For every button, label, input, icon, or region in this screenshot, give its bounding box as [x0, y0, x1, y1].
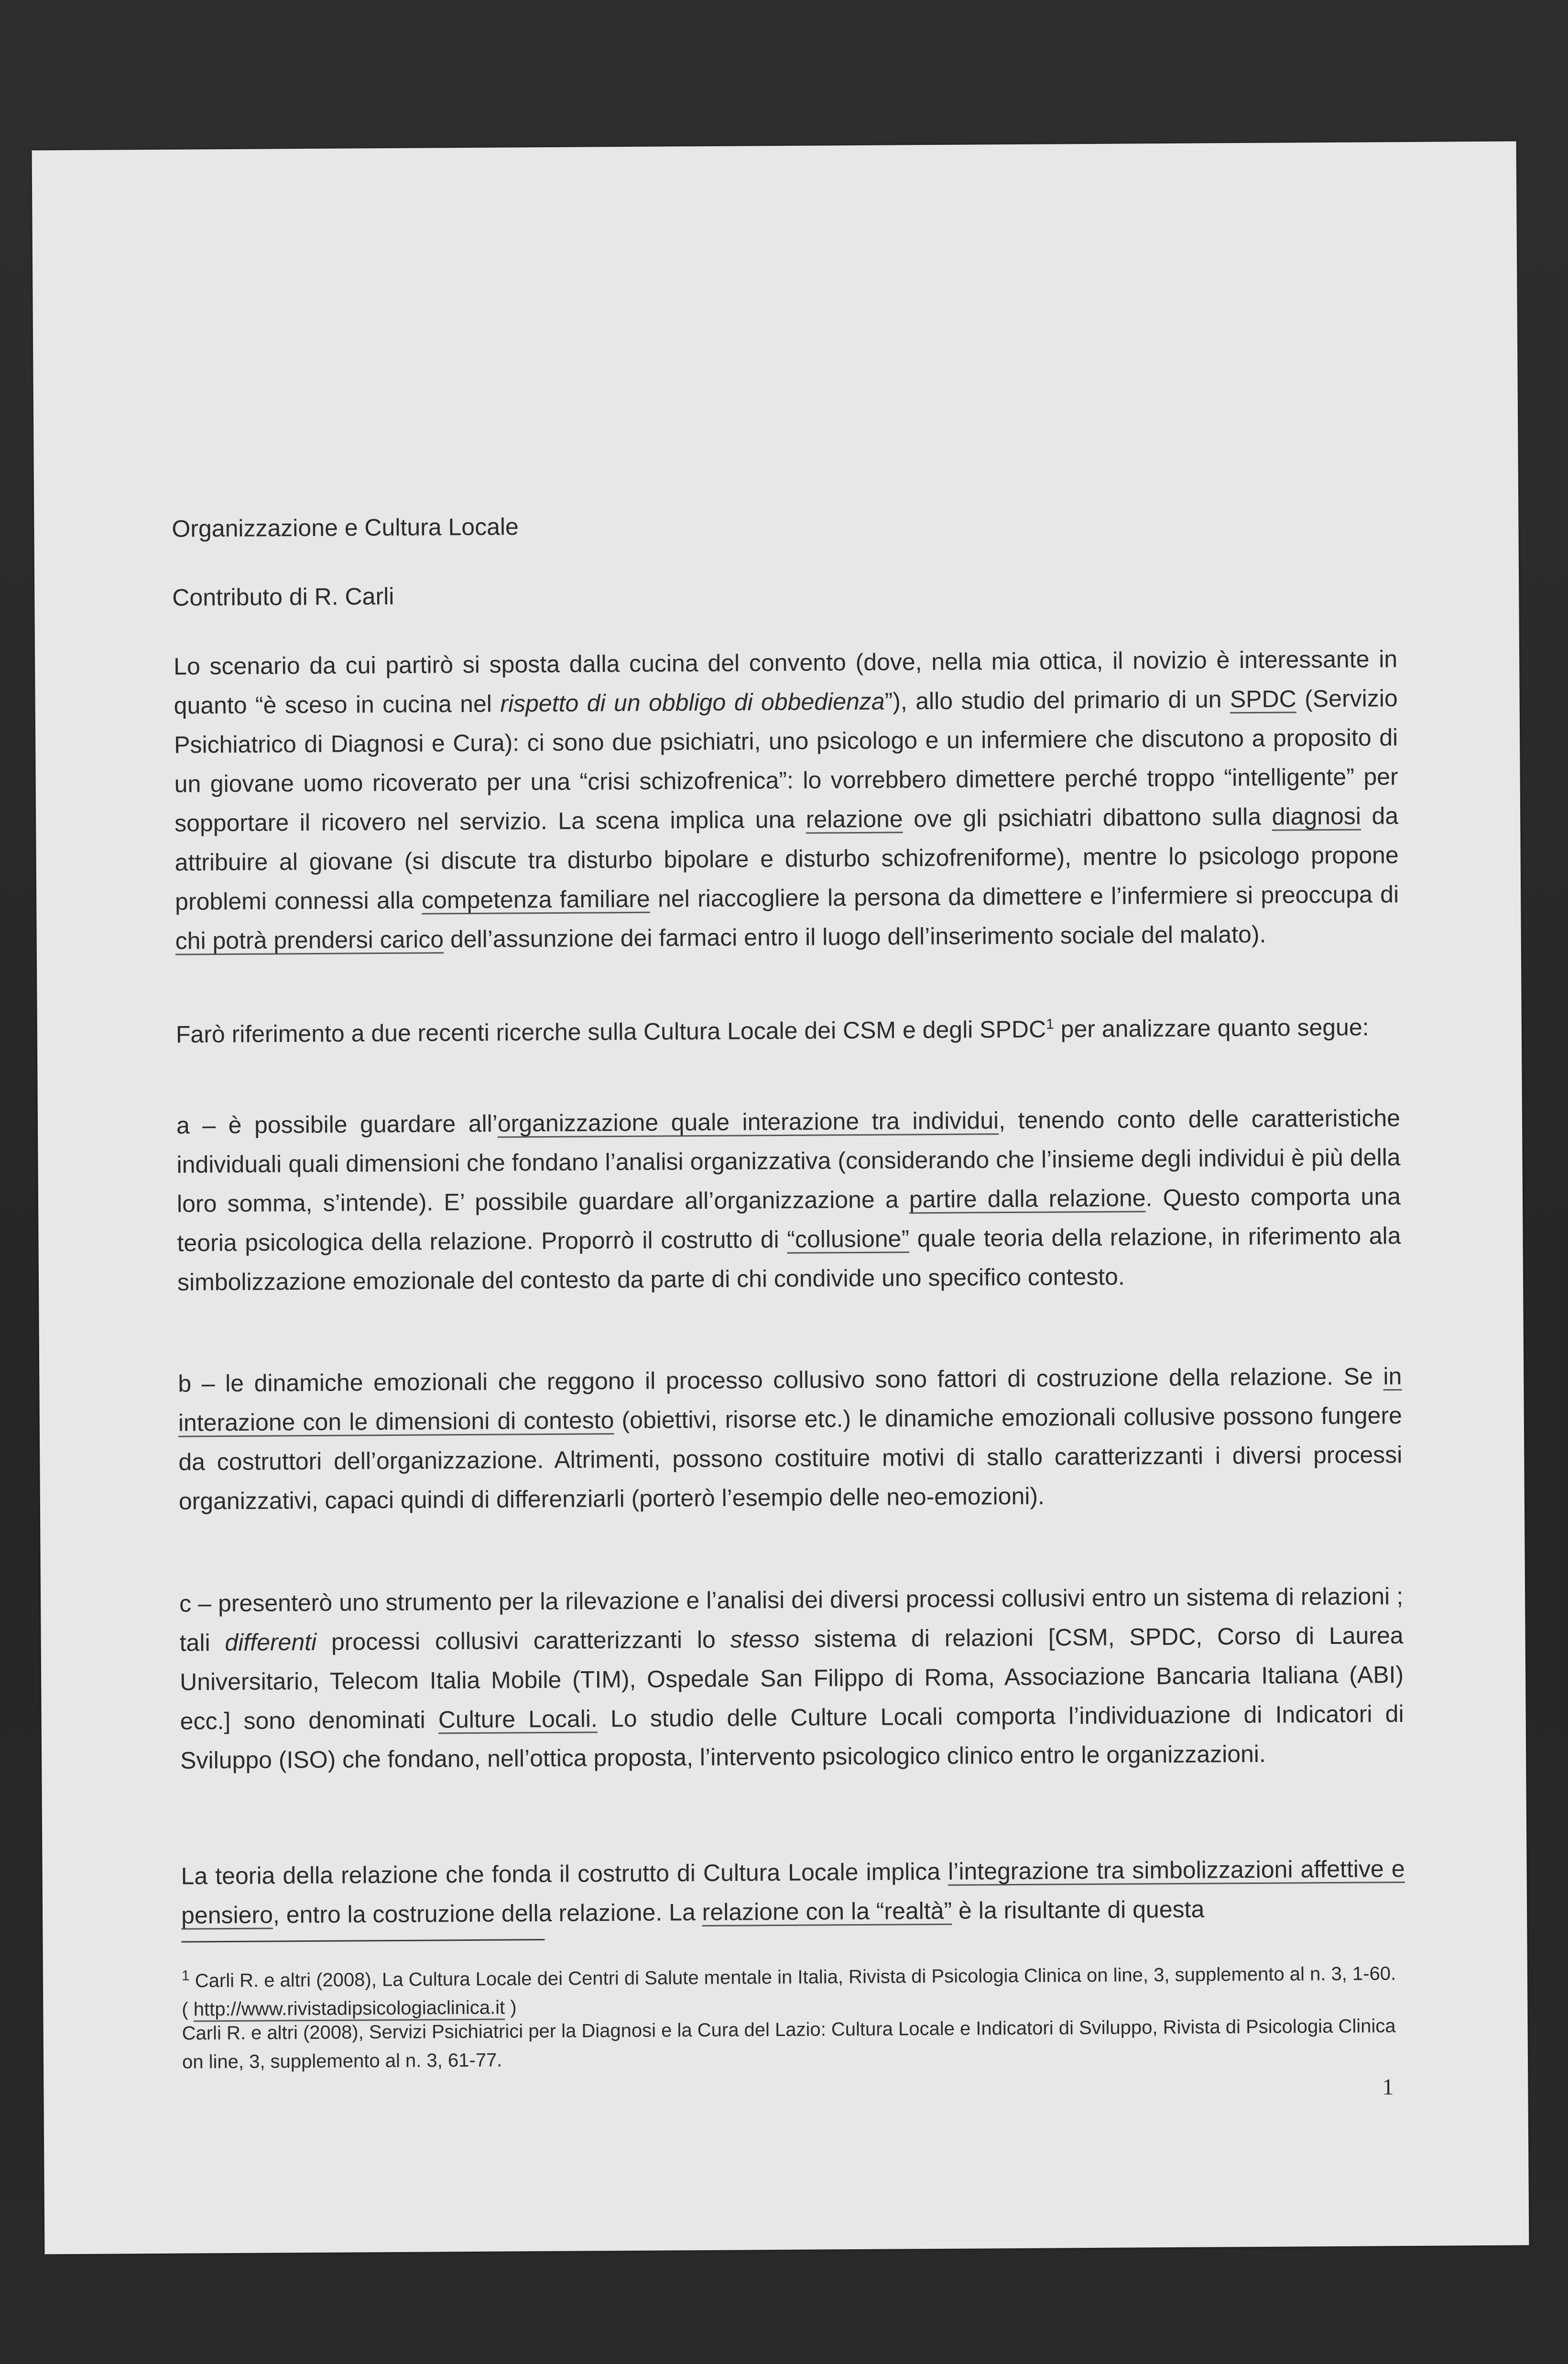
p4-text-b: (obiettivi, risorse etc.) le dinamiche emozionali collusive possono fungere da costruttori dell’organizzazione. Altrimenti, possono costituire motivi di stallo caratterizzanti i diversi processi organizzativi, capaci quindi di differenziarli (porterò l’esempio delle neo-emozioni).: [178, 1402, 1403, 1515]
p6-text-c: è la risultante di questa: [952, 1895, 1205, 1924]
p1-underlined-spdc: SPDC: [1230, 685, 1296, 713]
p6-text-a: La teoria della relazione che fonda il costrutto di Cultura Locale implica: [181, 1858, 948, 1890]
footnote-2: Carli R. e altri (2008), Servizi Psichiatrici per la Diagnosi e la Cura del Lazio: Cultura Locale e Indicatori di Sviluppo, Rivista di Psicologia Clinica on line, 3, supplemento al n. 3, 61-77.: [182, 2015, 1396, 2073]
paragraph-point-b: [178, 1357, 1403, 1521]
p1-text-d: ove gli psichiatri dibattono sulla: [903, 803, 1272, 832]
paragraph-references-intro: [176, 1003, 1400, 1054]
p5-italic-2: stesso: [730, 1625, 800, 1653]
p6-underlined-2: relazione con la “realtà”: [702, 1897, 952, 1926]
p3-text-d: quale teoria della relazione, in riferimento ala simbolizzazione emozionale del contesto da parte di chi condivide uno specifico contesto.: [177, 1222, 1401, 1296]
p3-text-c: . Questo comporta una teoria psicologica della relazione. Proporrò il costrutto di: [177, 1183, 1401, 1257]
p3-underlined-3: “collusione”: [787, 1225, 910, 1253]
page-number: 1: [1382, 2074, 1394, 2100]
p3-text-b: , tenendo conto delle caratteristiche individuali quali dimensioni che fondano l’analisi organizzativa (considerando che l’insieme degli individui è più della loro somma, s’intende). E’ possibile guardare all’organizzazione a: [176, 1105, 1401, 1217]
p4-underlined-1: in interazione con le dimensioni di contesto: [178, 1363, 1402, 1436]
document-title: Organizzazione e Cultura Locale: [172, 513, 519, 542]
footnote-1-link[interactable]: http://www.rivistadipsicologiaclinica.it: [193, 1997, 505, 2020]
footnote-1-marker: 1: [181, 1968, 190, 1984]
footnote-1-text: Carli R. e altri (2008), La Cultura Locale dei Centri di Salute mentale in Italia, Rivista di Psicologia Clinica on line, 3, supplemento al n. 3, 1-60. (: [182, 1963, 1396, 2021]
p1-underlined-diagnosi: diagnosi: [1272, 802, 1361, 830]
footnote-1-end: ): [505, 1997, 517, 2018]
p6-text-b: , entro la costruzione della relazione. La: [272, 1899, 702, 1928]
author-line: Contributo di R. Carli: [172, 582, 394, 611]
p1-underlined-chi: chi potrà prendersi carico: [175, 926, 444, 954]
p5-text-a: c – presenterò uno strumento per la rilevazione e l’analisi dei diversi processi collusivi entro un sistema di relazioni ; tali: [179, 1583, 1404, 1656]
p2-text-a: Farò riferimento a due recenti ricerche sulla Cultura Locale dei CSM e degli SPDC: [175, 1016, 1046, 1048]
p1-text-e: da attribuire al giovane (si discute tra disturbo bipolare e disturbo schizofreniforme), mentre lo psicologo propone problemi connessi alla: [174, 802, 1399, 915]
p1-underlined-competenza: competenza familiare: [421, 885, 650, 914]
p5-italic-1: differenti: [225, 1628, 317, 1656]
paragraph-point-a: [176, 1098, 1401, 1302]
p1-text-a: Lo scenario da cui partirò si sposta dalla cucina del convento (dove, nella mia ottica, il novizio è interessante in quanto “è sceso in cucina nel: [174, 646, 1398, 719]
p1-italic: rispetto di un obbligo di obbedienza: [500, 688, 885, 717]
p3-underlined-2: partire dalla relazione: [909, 1184, 1146, 1213]
p5-text-d: Lo studio delle Culture Locali comporta l’individuazione di Indicatori di Sviluppo (ISO) che fondano, nell’ottica proposta, l’intervento psicologico clinico entro le organizzazioni.: [180, 1700, 1404, 1774]
p6-underlined-1: l’integrazione tra simbolizzazioni affettive e pensiero: [181, 1855, 1405, 1929]
paragraph-scenario: [174, 639, 1399, 961]
footnote-ref-1: 1: [1045, 1016, 1054, 1032]
paragraph-theory: [181, 1849, 1405, 1935]
p1-text-c: (Servizio Psichiatrico di Diagnosi e Cura): ci sono due psichiatri, uno psicologo e un infermiere che discutono a proposito di un giovane uomo ricoverato per una “crisi schizofrenica”: lo vorrebbero dimettere perché troppo “intelligente” per sopportare il ricovero nel servizio. La scena implica una: [174, 685, 1398, 837]
paper-sheet: [32, 142, 1529, 2255]
p3-underlined-1: organizzazione quale interazione tra individui: [497, 1107, 999, 1137]
p1-underlined-relazione: relazione: [806, 805, 903, 833]
p1-text-f: nel riaccogliere la persona da dimettere e l’infermiere si preoccupa di: [650, 881, 1399, 912]
p1-text-b: ”), allo studio del primario di un: [884, 686, 1230, 715]
p5-text-b: processi collusivi caratterizzanti lo: [316, 1626, 730, 1655]
p5-underlined-1: Culture Locali.: [438, 1705, 598, 1733]
footnote-separator: [181, 1939, 544, 1943]
p5-text-c: sistema di relazioni [CSM, SPDC, Corso di Laurea Universitario, Telecom Italia Mobile (TIM), Ospedale San Filippo di Roma, Associazione Bancaria Italiana (ABI) ecc.] sono denominati: [179, 1622, 1404, 1735]
p2-text-b: per analizzare quanto segue:: [1054, 1014, 1369, 1043]
p3-text-a: a – è possibile guardare all’: [176, 1110, 498, 1139]
p4-text-a: b – le dinamiche emozionali che reggono il processo collusivo sono fattori di costruzione della relazione. Se: [178, 1363, 1383, 1397]
paragraph-point-c: [179, 1576, 1404, 1780]
p1-text-g: dell’assunzione dei farmaci entro il luogo dell’inserimento sociale del malato).: [443, 920, 1266, 953]
